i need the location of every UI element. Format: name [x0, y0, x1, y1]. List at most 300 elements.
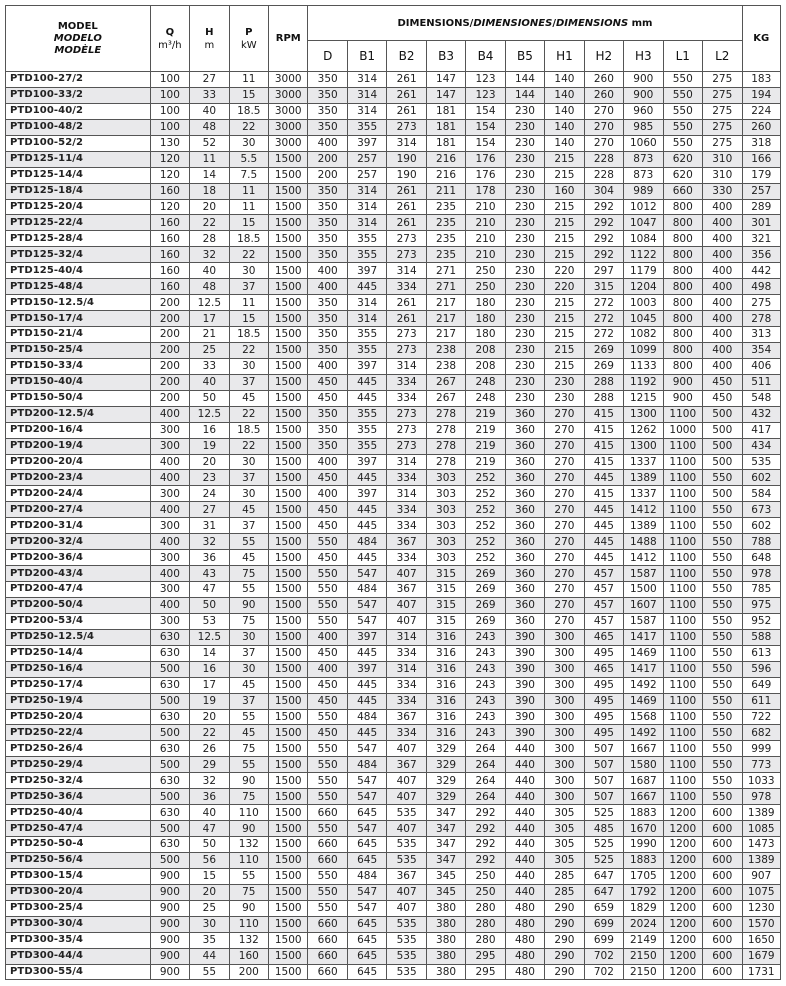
cell-b2: 334 — [387, 374, 426, 390]
cell-b5: 440 — [505, 852, 544, 868]
cell-b2: 314 — [387, 135, 426, 151]
cell-rpm: 1500 — [269, 231, 308, 247]
cell-b4: 154 — [466, 135, 505, 151]
flow-label: Q — [165, 26, 175, 38]
cell-l1: 1200 — [663, 948, 702, 964]
cell-q: 160 — [150, 215, 189, 231]
cell-b3: 303 — [426, 470, 465, 486]
cell-b2: 407 — [387, 597, 426, 613]
cell-q: 300 — [150, 438, 189, 454]
cell-rpm: 1500 — [269, 597, 308, 613]
cell-model: PTD150-40/4 — [6, 374, 151, 390]
cell-h3: 1568 — [624, 709, 663, 725]
cell-rpm: 1500 — [269, 709, 308, 725]
cell-model: PTD300-55/4 — [6, 964, 151, 980]
cell-d: 550 — [308, 566, 347, 582]
cell-b3: 316 — [426, 693, 465, 709]
cell-b5: 230 — [505, 279, 544, 295]
table-body — [6, 72, 781, 980]
cell-b2: 273 — [387, 406, 426, 422]
cell-model: PTD150-25/4 — [6, 342, 151, 358]
cell-q: 900 — [150, 916, 189, 932]
cell-h3: 960 — [624, 103, 663, 119]
cell-b2: 407 — [387, 566, 426, 582]
cell-p: 160 — [229, 948, 268, 964]
cell-p: 55 — [229, 709, 268, 725]
cell-h: 25 — [190, 342, 229, 358]
table-row — [6, 932, 781, 948]
cell-h: 50 — [190, 390, 229, 406]
cell-q: 500 — [150, 693, 189, 709]
dim-header-b5: B5 — [505, 41, 544, 72]
table-row — [6, 518, 781, 534]
cell-q: 120 — [150, 151, 189, 167]
cell-q: 100 — [150, 72, 189, 88]
cell-kg: 301 — [742, 215, 780, 231]
cell-b4: 252 — [466, 518, 505, 534]
cell-b3: 211 — [426, 183, 465, 199]
cell-q: 300 — [150, 582, 189, 598]
cell-q: 160 — [150, 263, 189, 279]
cell-h3: 1705 — [624, 868, 663, 884]
cell-q: 400 — [150, 406, 189, 422]
cell-kg: 224 — [742, 103, 780, 119]
cell-b2: 273 — [387, 247, 426, 263]
cell-h3: 1883 — [624, 805, 663, 821]
cell-h2: 272 — [584, 311, 623, 327]
cell-b3: 380 — [426, 964, 465, 980]
cell-l2: 275 — [703, 103, 743, 119]
cell-model: PTD300-35/4 — [6, 932, 151, 948]
table-row — [6, 72, 781, 88]
cell-h: 48 — [190, 279, 229, 295]
cell-b3: 235 — [426, 199, 465, 215]
cell-h1: 305 — [545, 805, 584, 821]
cell-b5: 440 — [505, 805, 544, 821]
cell-l2: 550 — [703, 773, 743, 789]
cell-b2: 334 — [387, 470, 426, 486]
cell-model: PTD125-28/4 — [6, 231, 151, 247]
cell-h: 30 — [190, 916, 229, 932]
cell-b5: 230 — [505, 263, 544, 279]
cell-b5: 230 — [505, 135, 544, 151]
cell-b4: 219 — [466, 422, 505, 438]
cell-l2: 550 — [703, 661, 743, 677]
cell-d: 350 — [308, 247, 347, 263]
cell-b5: 360 — [505, 534, 544, 550]
cell-h: 43 — [190, 566, 229, 582]
cell-b4: 243 — [466, 709, 505, 725]
cell-b5: 390 — [505, 693, 544, 709]
cell-b2: 334 — [387, 645, 426, 661]
cell-b3: 329 — [426, 741, 465, 757]
table-row — [6, 805, 781, 821]
flow-unit: m³/h — [158, 39, 182, 51]
cell-h: 40 — [190, 263, 229, 279]
cell-h3: 1204 — [624, 279, 663, 295]
cell-model: PTD250-36/4 — [6, 789, 151, 805]
cell-model: PTD200-24/4 — [6, 486, 151, 502]
cell-b1: 355 — [347, 438, 386, 454]
cell-h1: 215 — [545, 215, 584, 231]
table-row — [6, 470, 781, 486]
cell-b1: 445 — [347, 470, 386, 486]
dim-header-h2: H2 — [584, 41, 623, 72]
cell-b2: 334 — [387, 502, 426, 518]
cell-h1: 300 — [545, 789, 584, 805]
cell-model: PTD300-30/4 — [6, 916, 151, 932]
cell-q: 200 — [150, 311, 189, 327]
cell-rpm: 1500 — [269, 741, 308, 757]
cell-kg: 788 — [742, 534, 780, 550]
cell-kg: 313 — [742, 327, 780, 343]
cell-rpm: 3000 — [269, 135, 308, 151]
cell-model: PTD125-40/4 — [6, 263, 151, 279]
cell-d: 450 — [308, 502, 347, 518]
cell-b2: 535 — [387, 852, 426, 868]
cell-h3: 1469 — [624, 645, 663, 661]
cell-l2: 400 — [703, 295, 743, 311]
cell-b2: 314 — [387, 661, 426, 677]
cell-b1: 547 — [347, 597, 386, 613]
cell-l1: 1100 — [663, 661, 702, 677]
dim-header-b1: B1 — [347, 41, 386, 72]
cell-q: 900 — [150, 900, 189, 916]
cell-b5: 360 — [505, 486, 544, 502]
cell-h2: 272 — [584, 327, 623, 343]
cell-h1: 270 — [545, 422, 584, 438]
cell-h2: 288 — [584, 374, 623, 390]
cell-b5: 230 — [505, 390, 544, 406]
cell-b5: 360 — [505, 406, 544, 422]
cell-model: PTD200-19/4 — [6, 438, 151, 454]
cell-h2: 292 — [584, 199, 623, 215]
cell-h3: 1492 — [624, 677, 663, 693]
cell-rpm: 1500 — [269, 534, 308, 550]
cell-model: PTD200-32/4 — [6, 534, 151, 550]
cell-b1: 645 — [347, 932, 386, 948]
cell-kg: 611 — [742, 693, 780, 709]
cell-b1: 314 — [347, 103, 386, 119]
cell-model: PTD125-48/4 — [6, 279, 151, 295]
cell-l1: 550 — [663, 72, 702, 88]
cell-b3: 316 — [426, 709, 465, 725]
cell-rpm: 1500 — [269, 645, 308, 661]
cell-model: PTD200-36/4 — [6, 550, 151, 566]
cell-model: PTD200-27/4 — [6, 502, 151, 518]
cell-b3: 329 — [426, 773, 465, 789]
cell-b4: 123 — [466, 72, 505, 88]
cell-b4: 295 — [466, 964, 505, 980]
cell-d: 350 — [308, 215, 347, 231]
spec-table-container — [5, 5, 781, 980]
model-header — [6, 6, 151, 72]
power-header — [229, 6, 268, 72]
cell-q: 200 — [150, 358, 189, 374]
cell-b4: 248 — [466, 374, 505, 390]
table-row — [6, 247, 781, 263]
cell-kg: 354 — [742, 342, 780, 358]
cell-l2: 550 — [703, 502, 743, 518]
cell-b5: 390 — [505, 709, 544, 725]
cell-q: 900 — [150, 884, 189, 900]
cell-q: 630 — [150, 773, 189, 789]
table-row — [6, 741, 781, 757]
cell-p: 200 — [229, 964, 268, 980]
cell-b1: 445 — [347, 677, 386, 693]
cell-b5: 230 — [505, 358, 544, 374]
cell-h1: 300 — [545, 645, 584, 661]
cell-rpm: 1500 — [269, 566, 308, 582]
cell-h2: 495 — [584, 645, 623, 661]
cell-b4: 219 — [466, 438, 505, 454]
cell-l2: 400 — [703, 263, 743, 279]
cell-p: 22 — [229, 342, 268, 358]
cell-h2: 228 — [584, 167, 623, 183]
cell-d: 550 — [308, 613, 347, 629]
cell-h3: 1300 — [624, 406, 663, 422]
cell-l2: 600 — [703, 900, 743, 916]
cell-b5: 440 — [505, 821, 544, 837]
cell-h: 25 — [190, 900, 229, 916]
cell-model: PTD200-43/4 — [6, 566, 151, 582]
cell-b3: 316 — [426, 645, 465, 661]
cell-b5: 360 — [505, 613, 544, 629]
cell-h3: 2150 — [624, 964, 663, 980]
cell-p: 55 — [229, 582, 268, 598]
table-row — [6, 263, 781, 279]
cell-b1: 547 — [347, 884, 386, 900]
cell-q: 200 — [150, 390, 189, 406]
cell-rpm: 1500 — [269, 661, 308, 677]
cell-model: PTD200-50/4 — [6, 597, 151, 613]
cell-kg: 1570 — [742, 916, 780, 932]
cell-l1: 1200 — [663, 837, 702, 853]
cell-d: 660 — [308, 805, 347, 821]
cell-b5: 390 — [505, 661, 544, 677]
cell-rpm: 3000 — [269, 72, 308, 88]
cell-q: 400 — [150, 470, 189, 486]
cell-h3: 1488 — [624, 534, 663, 550]
cell-b2: 535 — [387, 948, 426, 964]
cell-model: PTD125-18/4 — [6, 183, 151, 199]
cell-b2: 261 — [387, 295, 426, 311]
cell-l2: 550 — [703, 757, 743, 773]
cell-b3: 329 — [426, 789, 465, 805]
cell-h1: 270 — [545, 566, 584, 582]
cell-b2: 367 — [387, 582, 426, 598]
cell-b2: 261 — [387, 183, 426, 199]
cell-q: 900 — [150, 868, 189, 884]
cell-h2: 270 — [584, 135, 623, 151]
cell-p: 75 — [229, 741, 268, 757]
table-row — [6, 645, 781, 661]
cell-h3: 1099 — [624, 342, 663, 358]
cell-b1: 397 — [347, 629, 386, 645]
table-row — [6, 916, 781, 932]
cell-h: 47 — [190, 821, 229, 837]
cell-q: 500 — [150, 821, 189, 837]
cell-h2: 495 — [584, 709, 623, 725]
cell-h1: 215 — [545, 311, 584, 327]
head-header — [190, 6, 229, 72]
cell-b3: 303 — [426, 534, 465, 550]
cell-b4: 264 — [466, 789, 505, 805]
cell-b1: 484 — [347, 582, 386, 598]
cell-q: 160 — [150, 231, 189, 247]
cell-kg: 1650 — [742, 932, 780, 948]
cell-h: 20 — [190, 199, 229, 215]
cell-rpm: 1500 — [269, 199, 308, 215]
cell-h3: 1003 — [624, 295, 663, 311]
table-row — [6, 677, 781, 693]
cell-h2: 415 — [584, 422, 623, 438]
cell-h2: 457 — [584, 566, 623, 582]
cell-rpm: 1500 — [269, 311, 308, 327]
cell-l1: 1100 — [663, 757, 702, 773]
cell-b3: 315 — [426, 566, 465, 582]
cell-b4: 210 — [466, 231, 505, 247]
cell-b2: 407 — [387, 613, 426, 629]
cell-rpm: 3000 — [269, 119, 308, 135]
cell-b2: 273 — [387, 438, 426, 454]
cell-h2: 495 — [584, 725, 623, 741]
cell-h3: 1417 — [624, 629, 663, 645]
cell-b3: 238 — [426, 342, 465, 358]
cell-p: 55 — [229, 868, 268, 884]
cell-q: 400 — [150, 597, 189, 613]
cell-b1: 547 — [347, 789, 386, 805]
cell-h1: 215 — [545, 151, 584, 167]
cell-h1: 270 — [545, 502, 584, 518]
cell-p: 30 — [229, 661, 268, 677]
cell-d: 400 — [308, 486, 347, 502]
cell-l1: 800 — [663, 279, 702, 295]
cell-h1: 270 — [545, 550, 584, 566]
cell-h3: 1389 — [624, 518, 663, 534]
cell-kg: 417 — [742, 422, 780, 438]
cell-kg: 257 — [742, 183, 780, 199]
cell-h: 32 — [190, 534, 229, 550]
cell-b2: 367 — [387, 709, 426, 725]
cell-h1: 270 — [545, 454, 584, 470]
cell-l2: 600 — [703, 916, 743, 932]
cell-b1: 645 — [347, 916, 386, 932]
cell-b2: 314 — [387, 486, 426, 502]
cell-h: 50 — [190, 837, 229, 853]
cell-d: 350 — [308, 406, 347, 422]
cell-d: 450 — [308, 374, 347, 390]
cell-rpm: 1500 — [269, 821, 308, 837]
cell-h: 20 — [190, 884, 229, 900]
cell-h3: 1084 — [624, 231, 663, 247]
cell-l1: 800 — [663, 342, 702, 358]
cell-b3: 217 — [426, 311, 465, 327]
cell-kg: 1085 — [742, 821, 780, 837]
cell-b5: 480 — [505, 964, 544, 980]
cell-h3: 1300 — [624, 438, 663, 454]
cell-b3: 380 — [426, 932, 465, 948]
cell-h: 23 — [190, 470, 229, 486]
cell-l2: 400 — [703, 358, 743, 374]
dimensions-unit: mm — [628, 17, 653, 29]
cell-model: PTD125-20/4 — [6, 199, 151, 215]
cell-kg: 275 — [742, 295, 780, 311]
dim-header-h3: H3 — [624, 41, 663, 72]
cell-h: 15 — [190, 868, 229, 884]
cell-b2: 367 — [387, 868, 426, 884]
cell-b5: 230 — [505, 231, 544, 247]
cell-q: 630 — [150, 805, 189, 821]
model-label-en: MODEL — [57, 20, 98, 32]
cell-l1: 620 — [663, 167, 702, 183]
cell-q: 130 — [150, 135, 189, 151]
cell-rpm: 1500 — [269, 789, 308, 805]
cell-h1: 290 — [545, 948, 584, 964]
cell-model: PTD250-29/4 — [6, 757, 151, 773]
cell-l2: 600 — [703, 932, 743, 948]
cell-b4: 176 — [466, 151, 505, 167]
cell-h1: 140 — [545, 72, 584, 88]
cell-b3: 345 — [426, 868, 465, 884]
cell-b3: 278 — [426, 406, 465, 422]
cell-rpm: 1500 — [269, 964, 308, 980]
cell-q: 300 — [150, 486, 189, 502]
cell-b1: 445 — [347, 502, 386, 518]
cell-h2: 445 — [584, 518, 623, 534]
cell-b4: 250 — [466, 263, 505, 279]
cell-rpm: 1500 — [269, 518, 308, 534]
cell-kg: 194 — [742, 87, 780, 103]
cell-h1: 220 — [545, 263, 584, 279]
table-row — [6, 837, 781, 853]
cell-b5: 360 — [505, 438, 544, 454]
cell-h1: 305 — [545, 821, 584, 837]
cell-l2: 500 — [703, 438, 743, 454]
cell-kg: 1075 — [742, 884, 780, 900]
cell-h: 56 — [190, 852, 229, 868]
cell-d: 200 — [308, 167, 347, 183]
cell-model: PTD250-16/4 — [6, 661, 151, 677]
cell-b2: 334 — [387, 725, 426, 741]
cell-d: 350 — [308, 183, 347, 199]
cell-d: 450 — [308, 470, 347, 486]
cell-kg: 673 — [742, 502, 780, 518]
cell-p: 37 — [229, 693, 268, 709]
cell-kg: 442 — [742, 263, 780, 279]
cell-b2: 261 — [387, 199, 426, 215]
cell-b3: 316 — [426, 661, 465, 677]
cell-p: 55 — [229, 534, 268, 550]
cell-q: 630 — [150, 709, 189, 725]
cell-l1: 800 — [663, 311, 702, 327]
cell-b3: 347 — [426, 805, 465, 821]
table-row — [6, 629, 781, 645]
cell-h1: 270 — [545, 438, 584, 454]
cell-b2: 190 — [387, 151, 426, 167]
cell-b2: 535 — [387, 916, 426, 932]
cell-b2: 314 — [387, 263, 426, 279]
cell-h2: 699 — [584, 932, 623, 948]
model-label-es: MODELO — [53, 32, 102, 44]
cell-h2: 465 — [584, 661, 623, 677]
cell-h: 33 — [190, 358, 229, 374]
cell-h: 40 — [190, 374, 229, 390]
cell-b3: 347 — [426, 821, 465, 837]
cell-model: PTD150-17/4 — [6, 311, 151, 327]
cell-b3: 147 — [426, 87, 465, 103]
cell-l1: 1100 — [663, 582, 702, 598]
